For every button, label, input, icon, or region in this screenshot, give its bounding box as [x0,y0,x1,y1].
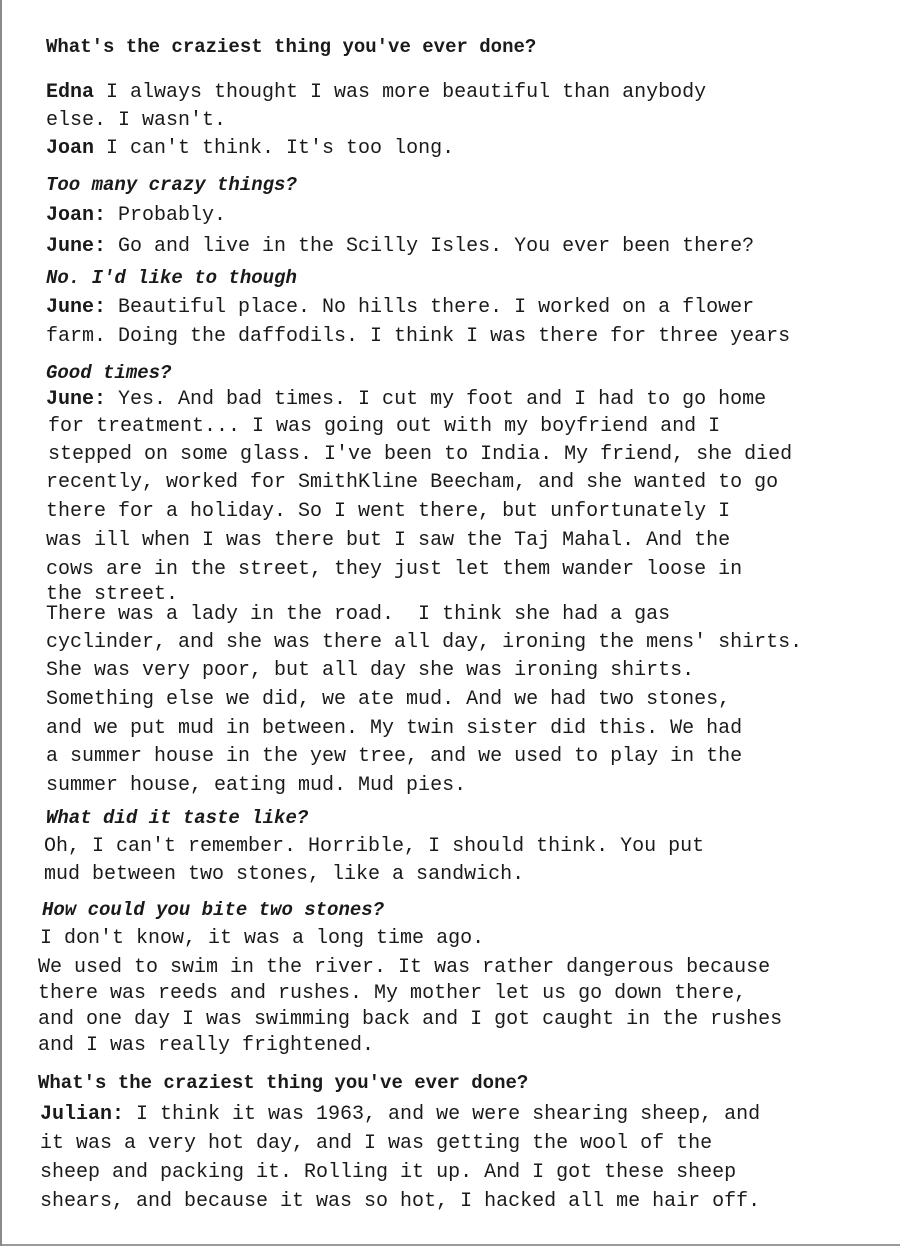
paragraph-line: cyclinder, and she was there all day, ironing the mens' shirts. [46,631,803,654]
dialogue-text: I think it was 1963, and we were shearing sheep, and [124,1103,761,1126]
paragraph-line: a summer house in the yew tree, and we used to play in the [46,745,743,768]
speaker-label: Edna [46,81,95,104]
paragraph-line: sheep and packing it. Rolling it up. And I got these sheep [40,1161,737,1184]
paragraph-line: it was a very hot day, and I was getting the wool of the [40,1132,713,1155]
speaker-label: Julian: [40,1103,125,1126]
interviewer-question: No. I'd like to though [46,267,297,289]
paragraph-line: summer house, eating mud. Mud pies. [46,774,467,797]
paragraph-line: Oh, I can't remember. Horrible, I should think. You put [44,835,705,858]
paragraph-line: for treatment... I was going out with my boyfriend and I [48,415,721,438]
speaker-label: Joan: [46,204,107,227]
paragraph-line: We used to swim in the river. It was rather dangerous because [38,956,771,979]
speaker-label: June: [46,296,107,319]
paragraph-line: I don't know, it was a long time ago. [40,927,485,950]
section-heading: What's the craziest thing you've ever done? [38,1072,529,1094]
interviewer-question: How could you bite two stones? [42,899,385,921]
paragraph-line: the street. [46,583,179,606]
paragraph-line: and I was really frightened. [38,1034,375,1057]
dialogue-text: Beautiful place. No hills there. I worked on a flower [106,296,755,319]
dialogue-text: Yes. And bad times. I cut my foot and I had to go home [106,388,767,411]
paragraph-line: mud between two stones, like a sandwich. [44,863,525,886]
interviewer-question: Too many crazy things? [46,174,297,196]
edna-line-2: else. I wasn't. [46,109,227,132]
joan-line-2 [46,203,226,229]
speaker-label: Joan [46,137,95,160]
paragraph-line: She was very poor, but all day she was ironing shirts. [46,659,695,682]
edna-line-1 [46,80,706,106]
joan-line-1 [46,136,454,162]
paragraph-line: cows are in the street, they just let them wander loose in [46,558,743,581]
section-heading: What's the craziest thing you've ever done? [46,36,537,58]
paragraph-line: and one day I was swimming back and I got caught in the rushes [38,1008,783,1031]
june-line-2a [46,295,754,321]
julian-line-1 [40,1102,760,1128]
paragraph-line: and we put mud in between. My twin sister did this. We had [46,717,743,740]
dialogue-text: I can't think. It's too long. [94,137,455,160]
dialogue-text: Probably. [106,204,227,227]
june-line-3a [46,387,766,413]
paragraph-line: there for a holiday. So I went there, but unfortunately I [46,500,731,523]
paragraph-line: There was a lady in the road. I think she had a gas [46,603,671,626]
speaker-label: June: [46,235,107,258]
june-line-1 [46,234,754,260]
interviewer-question: What did it taste like? [46,807,309,829]
paragraph-line: shears, and because it was so hot, I hacked all me hair off. [40,1190,761,1213]
interviewer-question: Good times? [46,362,172,384]
speaker-label: June: [46,388,107,411]
paragraph-line: there was reeds and rushes. My mother let us go down there, [38,982,747,1005]
paragraph-line: Something else we did, we ate mud. And we had two stones, [46,688,731,711]
june-line-2b: farm. Doing the daffodils. I think I was there for three years [46,325,791,348]
paragraph-line: was ill when I was there but I saw the Taj Mahal. And the [46,529,731,552]
paragraph-line: recently, worked for SmithKline Beecham, and she wanted to go [46,471,779,494]
dialogue-text: Go and live in the Scilly Isles. You ever been there? [106,235,755,258]
paragraph-line: stepped on some glass. I've been to India. My friend, she died [48,443,793,466]
dialogue-text: I always thought I was more beautiful than anybody [94,81,707,104]
